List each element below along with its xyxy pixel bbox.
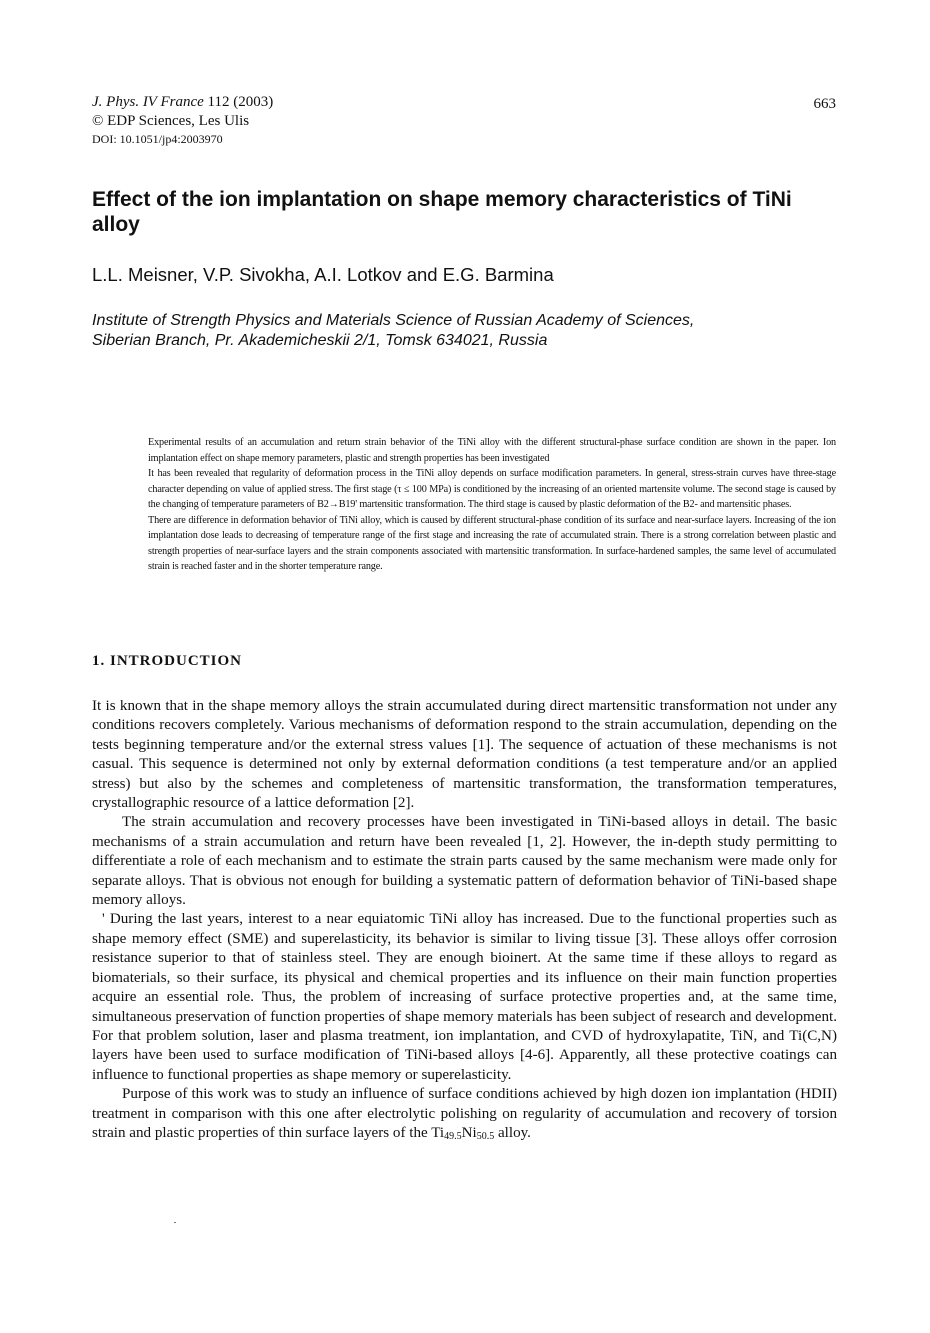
journal-year: (2003) bbox=[233, 94, 274, 110]
affiliation-line: Siberian Branch, Pr. Akademicheskii 2/1, Tomsk 634021, Russia bbox=[92, 332, 548, 349]
affiliation bbox=[92, 311, 832, 351]
journal-citation bbox=[92, 93, 592, 112]
page-number: 663 bbox=[813, 96, 836, 112]
publisher: © EDP Sciences, Les Ulis bbox=[92, 113, 250, 129]
doi: DOI: 10.1051/jp4:2003970 bbox=[92, 132, 223, 146]
journal-name: J. Phys. IV France bbox=[92, 94, 204, 110]
author-list: L.L. Meisner, V.P. Sivokha, A.I. Lotkov and E.G. Barmina bbox=[92, 264, 554, 285]
paragraph-text: Ni bbox=[461, 1124, 477, 1141]
body-paragraph: ' During the last years, interest to a near equiatomic TiNi alloy has increased. Due to the functional properties such as shape memory effect (SME) and superelasticity, its behavior is similar to living tissue [3]. These alloys offer corrosion resistance superior to that of stainless steel. They are enough bioinert. At the same time if these alloys to regard as biomaterials, so their surface, its physical and chemical properties and its influence on their main function properties acquire an essential role. Thus, the problem of increasing of surface protective properties and, at the same time, simultaneous preservation of function properties of shape memory materials has been subject of research and development. For that problem solution, laser and plasma treatment, ion implantation, and CVD of hydroxylapatite, TiN, and Ti(C,N) layers have been used to surface modification of TiNi-based alloys [4-6]. Apparently, all these protective coatings can influence to functional properties as shape memory or superelasticity. bbox=[92, 911, 837, 1083]
affiliation-line: Institute of Strength Physics and Materials Science of Russian Academy of Sciences, bbox=[92, 312, 695, 329]
abstract bbox=[148, 435, 836, 575]
abstract-paragraph: It has been revealed that regularity of deformation process in the TiNi alloy depends on surface modification parameters. In general, stress-strain curves have three-stage character depending on value of applied stress. The first stage (τ ≤ 100 MPa) is conditioned by the increasing of an oriented martensite volume. The second stage is caused by the changing of temperature parameters of B2→B19' martensitic transformation. The third stage is caused by plastic deformation of the B2- and martensitic phases. bbox=[148, 468, 836, 510]
section-heading: 1. INTRODUCTION bbox=[92, 653, 243, 669]
footer-mark bbox=[174, 1222, 176, 1223]
journal-volume: 112 bbox=[207, 94, 230, 110]
subscript: 50.5 bbox=[476, 1130, 495, 1142]
subscript: 49.5 bbox=[444, 1130, 462, 1142]
paragraph-text: Purpose of this work was to study an influence of surface conditions achieved by high dozen ion implantation (HDII) treatment in comparison with this one after electrolytic polishing on regularity of accumulation and recovery of torsion strain and plastic properties of thin surface layers of the Ti bbox=[92, 1086, 837, 1141]
body-paragraph: The strain accumulation and recovery processes have been investigated in TiNi-based alloys in detail. The basic mechanisms of a strain accumulation and return have been revealed [1, 2]. However, the in-depth study permitting to differentiate a role of each mechanism and to estimate the strain parts caused by the same mechanism were made only for separate alloys. That is obvious not enough for building a systematic pattern of deformation behavior of TiNi-based shape memory alloys. bbox=[92, 814, 837, 909]
paragraph-text: alloy. bbox=[494, 1124, 531, 1141]
body-paragraph: It is known that in the shape memory alloys the strain accumulated during direct martensitic transformation not under any conditions recovers completely. Various mechanisms of deformation respond to the strain accumulation, depending on the tests beginning temperature and/or the external stress values [1]. The sequence of actuation of these mechanisms is not casual. This sequence is determined not only by external deformation conditions (a test temperature and/or an applied stress) but also by the schemes and completeness of martensitic transformation, the transformation temperatures, crystallographic resource of a lattice deformation [2]. bbox=[92, 698, 837, 812]
abstract-paragraph: There are difference in deformation behavior of TiNi alloy, which is caused by different structural-phase condition of its surface and near-surface layers. Increasing of the ion implantation dose leads to decreasing of temperature range of the first stage and increasing the rate of accumulated strain. There is a strong correlation between plastic and strength properties of near-surface layers and the strain components associated with martensitic transformation. In surface-hardened samples, the same level of accumulated strain is reached faster and in the shorter temperature range. bbox=[148, 514, 836, 572]
paper-title: Effect of the ion implantation on shape memory characteristics of TiNi alloy bbox=[92, 188, 792, 236]
abstract-paragraph: Experimental results of an accumulation and return strain behavior of the TiNi alloy with the different structural-phase surface condition are shown in the paper. Ion implantation effect on shape memory parameters, plastic and strength properties has been investigated bbox=[148, 437, 836, 464]
body-paragraph bbox=[92, 1085, 837, 1143]
journal-header bbox=[92, 93, 592, 147]
section-body bbox=[92, 697, 837, 1143]
